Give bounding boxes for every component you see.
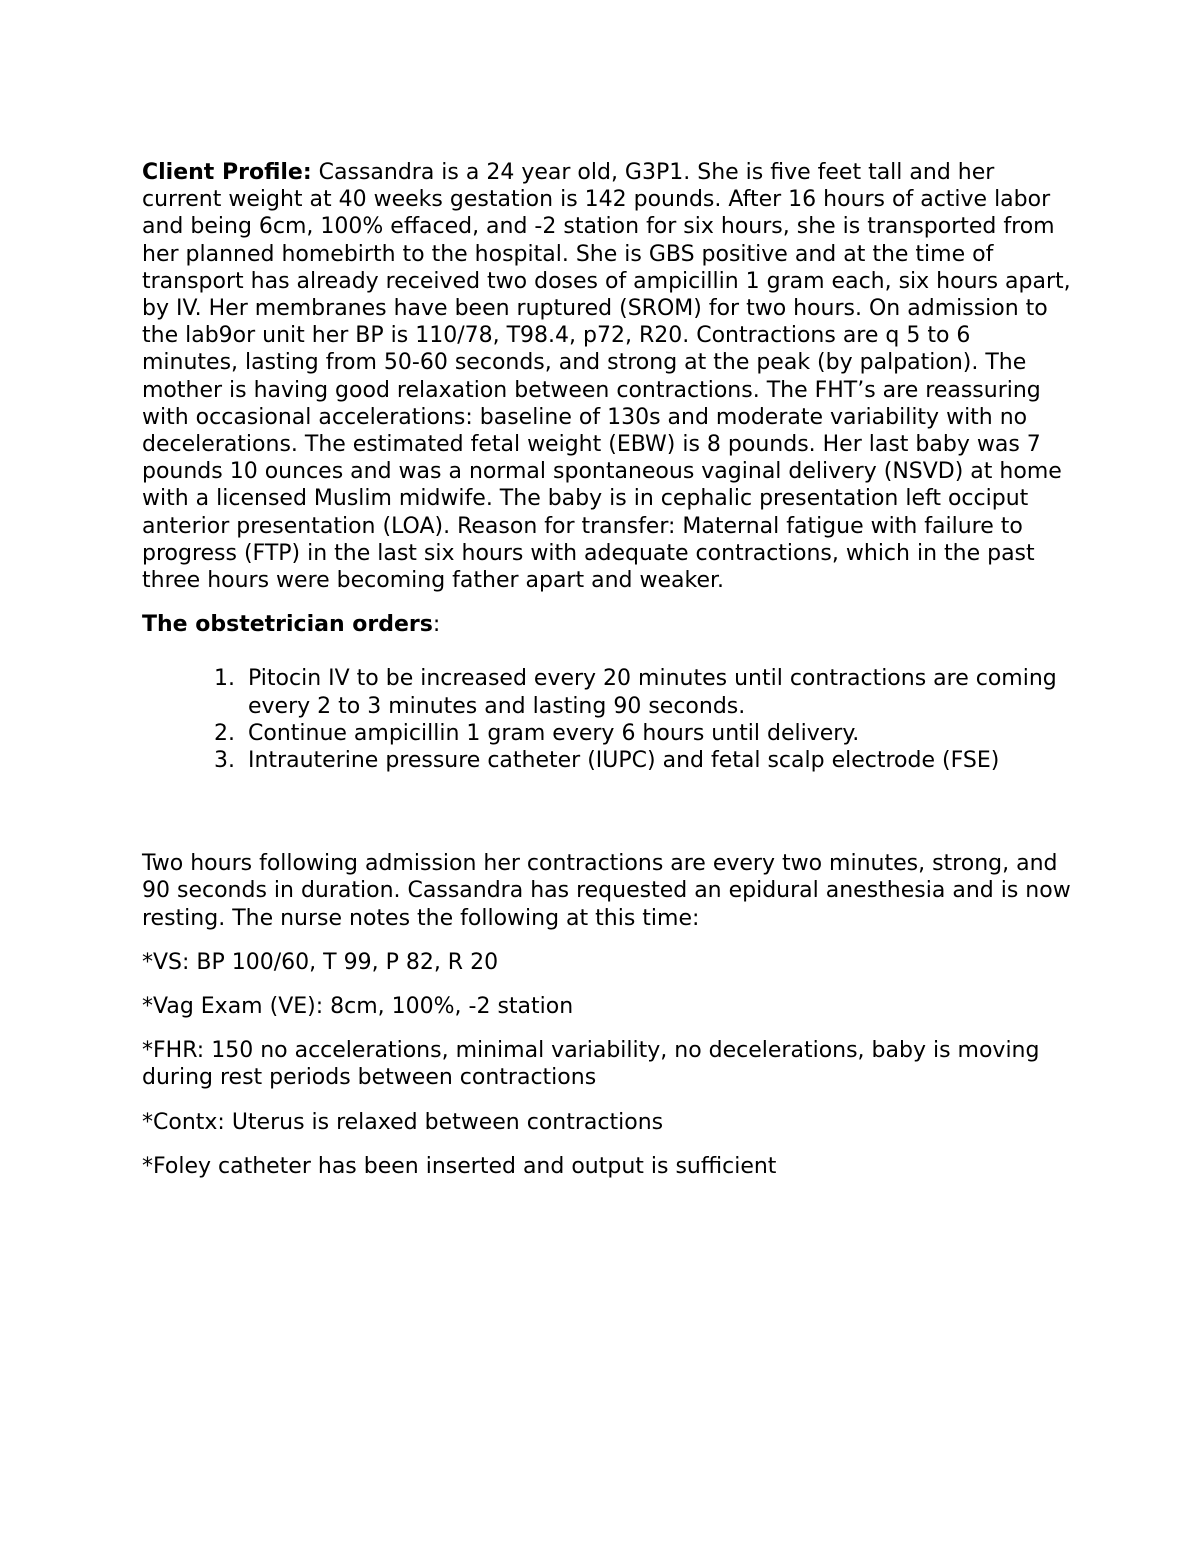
followup-paragraph: Two hours following admission her contractions are every two minutes, strong, and 90 seconds in duration. Cassandra has requested an epidural anesthesia and is now resting. The nurse notes the following at this time: [142,851,1071,931]
orders-heading [142,611,1072,638]
order-text: Intrauterine pressure catheter (IUPC) and fetal scalp electrode (FSE) [248,748,1000,774]
orders-list [142,665,1072,774]
order-text: Continue ampicillin 1 gram every 6 hours until delivery. [248,720,860,746]
orders-heading-label: The obstetrician orders [142,612,433,638]
note-vital-signs: *VS: BP 100/60, T 99, P 82, R 20 [142,949,499,975]
note-contractions: *Contx: Uterus is relaxed between contractions [142,1109,664,1135]
note-fetal-heart-rate: *FHR: 150 no accelerations, minimal variability, no decelerations, baby is moving during rest periods between contractions [142,1038,1040,1091]
order-item [142,720,1072,747]
order-item [142,665,1072,719]
note-vaginal-exam: *Vag Exam (VE): 8cm, 100%, -2 station [142,994,574,1020]
document-body [142,159,1072,1197]
orders-heading-colon: : [432,612,441,638]
order-item [142,747,1072,774]
client-profile-paragraph [142,159,1072,594]
order-text: Pitocin IV to be increased every 20 minutes until contractions are coming every 2 to 3 minutes and lasting 90 seconds. [248,666,1057,719]
client-profile-text: Cassandra is a 24 year old, G3P1. She is five feet tall and her current weight at 40 weeks gestation is 142 pounds. After 16 hours of active labor and being 6cm, 100% effaced, and -2 station for six hours, she is transported from her planned homebirth to the hospital. She is GBS positive and at the time of transport has already received two doses of ampicillin 1 gram each, six hours apart, by IV. Her membranes have been ruptured (SROM) for two hours. On admission to the lab9or unit her BP is 110/78, T98.4, p72, R20. Contractions are q 5 to 6 minutes, lasting from 50-60 seconds, and strong at the peak (by palpation). The mother is having good relaxation between contractions. The FHT’s are reassuring with occasional accelerations: baseline of 130s and moderate variability with no decelerations. The estimated fetal weight (EBW) is 8 pounds. Her last baby was 7 pounds 10 ounces and was a normal spontaneous vaginal delivery (NSVD) at home with a licensed Muslim midwife. The baby is in cephalic presentation left occiput anterior presentation (LOA). Reason for transfer: Maternal fatigue with failure to progress (FTP) in the last six hours with adequate contractions, which in the past three hours were becoming father apart and weaker. [142,160,1071,594]
client-profile-label: Client Profile: [142,160,312,185]
order-number: 3. [214,748,235,774]
order-number: 1. [214,666,235,692]
note-foley-catheter: *Foley catheter has been inserted and output is sufficient [142,1153,777,1179]
order-number: 2. [214,720,235,746]
